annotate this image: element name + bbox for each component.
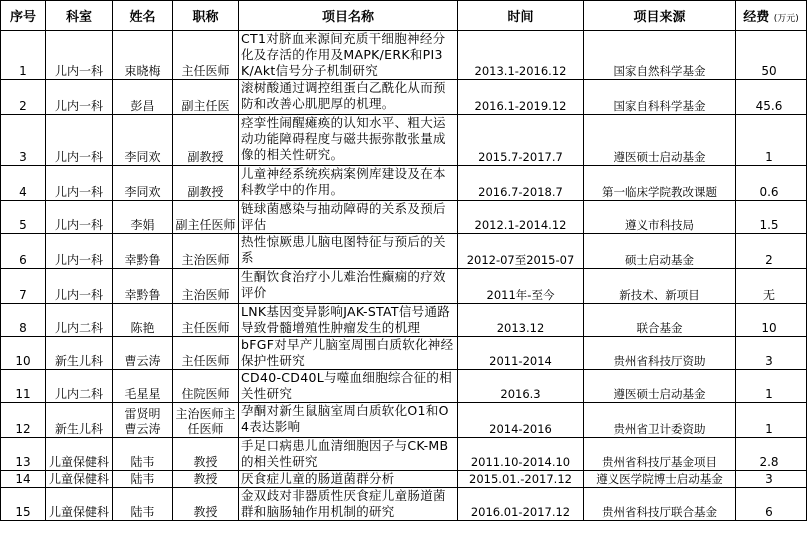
cell-funds: 10 <box>736 304 807 337</box>
header-funds <box>736 1 807 31</box>
header-funds-label: 经费 <box>743 10 770 25</box>
cell-dept: 儿童保健科 <box>46 488 113 521</box>
table-row <box>1 337 807 370</box>
cell-time: 2016.3 <box>458 370 584 403</box>
cell-rank: 主治医师 <box>173 269 239 304</box>
cell-source: 遵医硕士启动基金 <box>584 370 736 403</box>
cell-rank: 主任医师 <box>173 337 239 370</box>
cell-rank: 主任医师 <box>173 304 239 337</box>
cell-title: bFGF对早产儿脑室周围白质软化神经保护性研究 <box>239 337 458 370</box>
cell-seq: 8 <box>1 304 46 337</box>
cell-source: 贵州省科技厅资助 <box>584 337 736 370</box>
cell-title: 厌食症儿童的肠道菌群分析 <box>239 471 458 488</box>
cell-seq: 1 <box>1 31 46 80</box>
cell-funds: 0.6 <box>736 166 807 201</box>
header-dept: 科室 <box>46 1 113 31</box>
header-source: 项目来源 <box>584 1 736 31</box>
table-row <box>1 304 807 337</box>
cell-name: 陆韦 <box>113 471 173 488</box>
cell-funds: 1 <box>736 115 807 166</box>
cell-time: 2011-2014 <box>458 337 584 370</box>
cell-time: 2013.1-2016.12 <box>458 31 584 80</box>
cell-rank: 住院医师 <box>173 370 239 403</box>
table-row <box>1 471 807 488</box>
cell-source: 国家自科科学基金 <box>584 80 736 115</box>
cell-title: 滚树酸通过调控组蛋白乙酰化从而预防和改善心肌肥厚的机理。 <box>239 80 458 115</box>
header-funds-unit: (万元) <box>773 14 799 24</box>
cell-dept: 儿内一科 <box>46 234 113 269</box>
table-row <box>1 269 807 304</box>
cell-rank: 副主任医 <box>173 80 239 115</box>
cell-rank: 教授 <box>173 488 239 521</box>
cell-dept: 儿内二科 <box>46 304 113 337</box>
cell-name: 李同欢 <box>113 115 173 166</box>
cell-title: LNK基因变异影响JAK-STAT信号通路导致骨髓增殖性肿瘤发生的机理 <box>239 304 458 337</box>
cell-source: 联合基金 <box>584 304 736 337</box>
cell-seq: 2 <box>1 80 46 115</box>
cell-time: 2016.01-2017.12 <box>458 488 584 521</box>
cell-dept: 儿内一科 <box>46 201 113 234</box>
cell-source: 第一临床学院教改课题 <box>584 166 736 201</box>
cell-rank: 主治医师主 任医师 <box>173 403 239 438</box>
header-title: 项目名称 <box>239 1 458 31</box>
cell-title: 儿童神经系统疾病案例库建设及在本科教学中的作用。 <box>239 166 458 201</box>
cell-time: 2013.12 <box>458 304 584 337</box>
cell-dept: 新生儿科 <box>46 337 113 370</box>
cell-title: 手足口病患儿血清细胞因子与CK-MB的相关性研究 <box>239 438 458 471</box>
cell-dept: 儿内一科 <box>46 269 113 304</box>
cell-time: 2015.01.-2017.12 <box>458 471 584 488</box>
cell-rank: 副主任医师 <box>173 201 239 234</box>
table-row <box>1 115 807 166</box>
table-row <box>1 234 807 269</box>
cell-time: 2014-2016 <box>458 403 584 438</box>
cell-title: 金双歧对非器质性厌食症儿童肠道菌群和脑肠轴作用机制的研究 <box>239 488 458 521</box>
cell-dept: 儿内一科 <box>46 166 113 201</box>
header-time: 时间 <box>458 1 584 31</box>
cell-funds: 2.8 <box>736 438 807 471</box>
table-row <box>1 31 807 80</box>
cell-name: 陆韦 <box>113 488 173 521</box>
cell-name: 幸黔鲁 <box>113 234 173 269</box>
cell-title: 痉挛性闹醒瘫痪的认知水平、粗大运动功能障碍程度与磁共振弥散张量成像的相关性研究。 <box>239 115 458 166</box>
cell-name: 李同欢 <box>113 166 173 201</box>
cell-rank: 副教授 <box>173 166 239 201</box>
cell-dept: 儿童保健科 <box>46 471 113 488</box>
cell-seq: 11 <box>1 370 46 403</box>
cell-seq: 5 <box>1 201 46 234</box>
cell-seq: 15 <box>1 488 46 521</box>
cell-funds: 6 <box>736 488 807 521</box>
cell-source: 国家自然科学基金 <box>584 31 736 80</box>
cell-title: 热性惊厥患儿脑电图特征与预后的关系 <box>239 234 458 269</box>
cell-title: 孕酮对新生鼠脑室周白质软化O1和O4表达影响 <box>239 403 458 438</box>
cell-seq: 10 <box>1 337 46 370</box>
cell-source: 遵义市科技局 <box>584 201 736 234</box>
cell-rank: 副教授 <box>173 115 239 166</box>
cell-seq: 6 <box>1 234 46 269</box>
cell-title: CD40-CD40L与噬血细胞综合征的相关性研究 <box>239 370 458 403</box>
cell-time: 2012-07至2015-07 <box>458 234 584 269</box>
cell-funds: 45.6 <box>736 80 807 115</box>
cell-name: 幸黔鲁 <box>113 269 173 304</box>
cell-name: 毛星星 <box>113 370 173 403</box>
cell-rank: 主任医师 <box>173 31 239 80</box>
cell-dept: 儿内二科 <box>46 370 113 403</box>
cell-time: 2016.1-2019.12 <box>458 80 584 115</box>
header-rank: 职称 <box>173 1 239 31</box>
cell-title: 链球菌感染与抽动障碍的关系及预后评估 <box>239 201 458 234</box>
header-name: 姓名 <box>113 1 173 31</box>
cell-seq: 4 <box>1 166 46 201</box>
cell-rank: 主治医师 <box>173 234 239 269</box>
table-row <box>1 403 807 438</box>
table-body <box>1 31 807 521</box>
cell-funds: 2 <box>736 234 807 269</box>
cell-seq: 13 <box>1 438 46 471</box>
cell-source: 贵州省科技厅基金项目 <box>584 438 736 471</box>
cell-name: 李娟 <box>113 201 173 234</box>
cell-dept: 新生儿科 <box>46 403 113 438</box>
cell-time: 2015.7-2017.7 <box>458 115 584 166</box>
cell-seq: 3 <box>1 115 46 166</box>
cell-funds: 无 <box>736 269 807 304</box>
cell-seq: 12 <box>1 403 46 438</box>
cell-funds: 50 <box>736 31 807 80</box>
cell-name: 陈艳 <box>113 304 173 337</box>
cell-seq: 7 <box>1 269 46 304</box>
cell-dept: 儿童保健科 <box>46 438 113 471</box>
table-row <box>1 488 807 521</box>
cell-time: 2016.7-2018.7 <box>458 166 584 201</box>
cell-funds: 1 <box>736 370 807 403</box>
cell-name: 彭昌 <box>113 80 173 115</box>
cell-funds: 3 <box>736 337 807 370</box>
cell-name: 束晓梅 <box>113 31 173 80</box>
cell-title: 生酮饮食治疗小儿难治性癫痫的疗效评价 <box>239 269 458 304</box>
cell-rank: 教授 <box>173 471 239 488</box>
table-row <box>1 438 807 471</box>
cell-name: 陆韦 <box>113 438 173 471</box>
cell-name: 雷贤明 曹云涛 <box>113 403 173 438</box>
cell-seq: 14 <box>1 471 46 488</box>
header-seq: 序号 <box>1 1 46 31</box>
cell-source: 硕士启动基金 <box>584 234 736 269</box>
cell-source: 新技术、新项目 <box>584 269 736 304</box>
table-row <box>1 80 807 115</box>
header-row <box>1 1 807 31</box>
cell-funds: 1 <box>736 403 807 438</box>
cell-funds: 1.5 <box>736 201 807 234</box>
table-row <box>1 166 807 201</box>
cell-source: 遵医硕士启动基金 <box>584 115 736 166</box>
cell-dept: 儿内一科 <box>46 80 113 115</box>
cell-funds: 3 <box>736 471 807 488</box>
cell-rank: 教授 <box>173 438 239 471</box>
cell-dept: 儿内一科 <box>46 31 113 80</box>
cell-time: 2011.10-2014.10 <box>458 438 584 471</box>
cell-time: 2012.1-2014.12 <box>458 201 584 234</box>
table-row <box>1 370 807 403</box>
cell-source: 贵州省科技厅联合基金 <box>584 488 736 521</box>
cell-source: 贵州省卫计委资助 <box>584 403 736 438</box>
cell-name: 曹云涛 <box>113 337 173 370</box>
cell-dept: 儿内一科 <box>46 115 113 166</box>
cell-source: 遵义医学院博士启动基金 <box>584 471 736 488</box>
cell-time: 2011年-至今 <box>458 269 584 304</box>
table-row <box>1 201 807 234</box>
cell-title: CT1对脐血来源间充质干细胞神经分化及存活的作用及MAPK/ERK和PI3K/Akt信号分子机制研究 <box>239 31 458 80</box>
